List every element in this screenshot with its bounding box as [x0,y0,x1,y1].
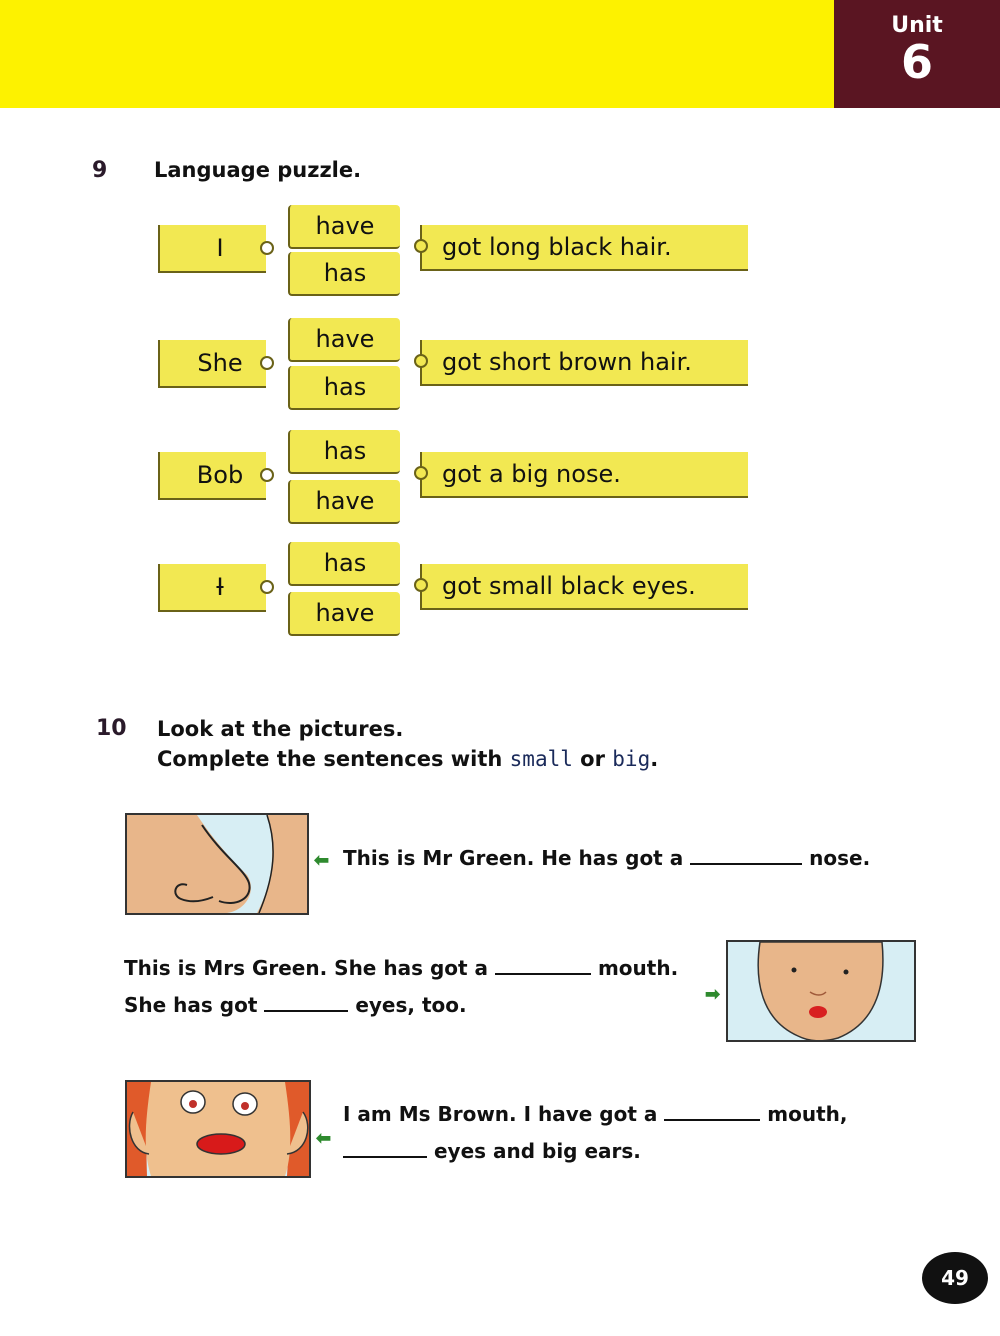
puzzle-verb-bottom [288,592,400,636]
exercise-10-number: 10 [96,716,127,741]
face-illustration [127,1082,309,1176]
puzzle-verb-top [288,205,400,249]
puzzle-verb-bottom [288,252,400,296]
arrow-left-icon: ⬅ [316,1128,332,1148]
puzzle-verb-bottom [288,480,400,524]
puzzle-knob [414,466,428,480]
sentence-text: eyes and big ears. [427,1139,641,1163]
sentence-2 [124,950,678,1024]
exercise-10-title-line2 [157,744,658,774]
picture-mr-green-nose [125,813,309,915]
puzzle-verb-text: has [323,549,367,577]
puzzle-knob [260,580,274,594]
puzzle-verb-top [288,430,400,474]
arrow-left-icon: ⬅ [314,850,330,870]
exercise-9-title: Language puzzle. [154,158,362,182]
puzzle-knob [414,354,428,368]
sentence-3-line1 [343,1096,848,1133]
word-small: small [509,747,573,771]
puzzle-subject [158,340,266,388]
answer-blank[interactable] [495,953,591,975]
sentence-text: mouth. [590,956,679,980]
sentence-3 [343,1096,848,1170]
puzzle-verb-text: has [323,373,367,401]
puzzle-subject-text: She [197,349,243,377]
puzzle-verb-text: have [315,487,375,515]
puzzle-predicate [420,564,748,610]
puzzle-predicate-text: got a big nose. [442,460,621,488]
puzzle-verb-top [288,542,400,586]
unit-number: 6 [900,35,933,89]
sentence-3-line2 [343,1133,848,1170]
puzzle-knob [260,356,274,370]
puzzle-verb-top [288,318,400,362]
unit-badge [834,0,1000,108]
title-text: . [650,747,659,771]
unit-label: Unit [891,13,943,38]
sentence-2-line2 [124,987,678,1024]
sentence-text: I am Ms Brown. I have got a [343,1102,665,1126]
puzzle-verb-text: have [315,212,375,240]
puzzle-subject [158,225,266,273]
exercise-9-number: 9 [92,158,108,183]
puzzle-subject-text: I [216,234,224,262]
puzzle-verb-text: have [315,325,375,353]
puzzle-subject-text: Bob [196,461,244,489]
puzzle-predicate-text: got long black hair. [442,233,672,261]
answer-blank[interactable] [343,1136,427,1158]
puzzle-subject [158,564,266,612]
puzzle-subject [158,452,266,500]
puzzle-predicate [420,340,748,386]
exercise-10-title [157,714,658,774]
puzzle-knob [414,578,428,592]
answer-blank[interactable] [664,1099,760,1121]
puzzle-predicate [420,225,748,271]
sentence-1 [343,840,870,877]
picture-mrs-green-face [726,940,916,1042]
sentence-text: mouth, [760,1102,848,1126]
arrow-right-icon: ➡ [705,984,721,1004]
sentence-text: This is Mrs Green. She has got a [124,956,495,980]
picture-ms-brown-face [125,1080,311,1178]
sentence-text: This is Mr Green. He has got a [343,846,691,870]
sentence-text: She has got [124,993,265,1017]
face-illustration [728,942,914,1040]
title-text: or [572,747,613,771]
puzzle-verb-text: have [315,599,375,627]
puzzle-knob [260,241,274,255]
sentence-2-line1 [124,950,678,987]
title-text: Complete the sentences with [157,747,510,771]
puzzle-verb-text: has [323,259,367,287]
word-big: big [612,747,651,771]
puzzle-verb-bottom [288,366,400,410]
header-bar [0,0,834,108]
puzzle-predicate [420,452,748,498]
sentence-text: nose. [802,846,871,870]
exercise-10-title-line1: Look at the pictures. [157,717,404,741]
puzzle-knob [414,239,428,253]
answer-blank[interactable] [264,990,348,1012]
puzzle-predicate-text: got small black eyes. [442,572,696,600]
nose-illustration [127,815,307,913]
answer-blank[interactable] [690,843,802,865]
puzzle-verb-text: has [323,437,367,465]
page-number: 49 [922,1252,988,1304]
puzzle-predicate-text: got short brown hair. [442,348,692,376]
puzzle-subject-text: I [216,573,224,601]
sentence-text: eyes, too. [348,993,467,1017]
puzzle-knob [260,468,274,482]
